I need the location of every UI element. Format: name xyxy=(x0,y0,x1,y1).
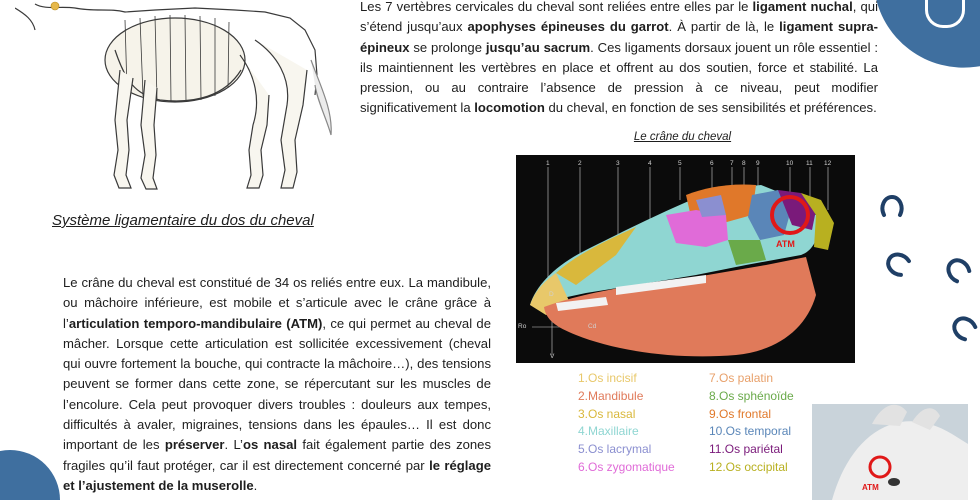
legend-item: 8.Os sphénoïde xyxy=(709,388,794,403)
skull-tick-label: 11 xyxy=(806,160,813,167)
horseshoe-icon xyxy=(944,256,972,284)
skull-tick-label: 8 xyxy=(742,160,746,167)
axis-label-caudal: Cd xyxy=(588,323,597,330)
skull-diagram xyxy=(516,155,855,363)
skull-tick-label: 4 xyxy=(648,160,652,167)
skull-legend-column-1 xyxy=(578,370,675,477)
axis-label-dorsal: D xyxy=(549,291,554,298)
legend-item: 1.Os incisif xyxy=(578,371,637,385)
horseshoe-icon xyxy=(884,250,912,278)
skull-tick-label: 5 xyxy=(678,160,682,167)
horseshoe-icon xyxy=(950,314,978,342)
legend-item: 2.Mandibule xyxy=(578,388,644,403)
skull-tick-label: 1 xyxy=(546,160,550,167)
skull-tick-label: 12 xyxy=(824,160,832,167)
legend-item: 5.Os lacrymal xyxy=(578,442,652,457)
skull-legend-column-2 xyxy=(709,370,794,477)
skull-figure-title: Le crâne du cheval xyxy=(633,131,732,143)
ligament-paragraph: Les 7 vertèbres cervicales du cheval sont reliées entre elles par le ligament nuchal, qui s’étend jusqu’aux apophyses épineuses du garrot. À partir de là, le ligament supra-épineux se prolonge jusqu’au sacrum. Ces ligaments dorsaux jouent un rôle essentiel : ils maintiennent les vertèbres en place et offrent au dos soutien, force et stabilité. La pression, ou au contraire l’absence de pression à ce niveau, peut modifier significativement la locomotion du cheval, en fonction de ses sensibilités et préférences. xyxy=(360,0,878,116)
skull-atm-label: ATM xyxy=(776,239,795,249)
legend-item: 12.Os occipital xyxy=(709,459,788,474)
horse-head-photo xyxy=(812,404,968,500)
horseshoe-icon xyxy=(878,193,906,221)
legend-item: 9.Os frontal xyxy=(709,406,772,421)
skull-tick-label: 10 xyxy=(786,160,794,167)
legend-item: 10.Os temporal xyxy=(709,424,792,439)
corner-decoration-bottom-left xyxy=(0,450,60,500)
legend-item: 11.Os pariétal xyxy=(709,442,783,457)
axis-label-ventral: V xyxy=(550,353,555,360)
skull-tick-label: 2 xyxy=(578,160,582,167)
legend-item: 6.Os zygomatique xyxy=(578,459,675,474)
skull-tick-label: 7 xyxy=(730,160,734,167)
skull-paragraph: Le crâne du cheval est constitué de 34 os reliés entre eux. La mandibule, ou mâchoire inférieure, est mobile et s’articule avec le crâne grâce à l’articulation temporo-mandibulaire (ATM), ce qui permet au cheval de mâcher. Lorsque cette articulation est sollicitée excessivement (cheval qui ouvre fortement la bouche, qui contracte la mâchoire…), des tensions peuvent se former dans cette zone, se répercutant sur les muscles de l’encolure. Cela peut provoquer divers troubles : douleurs aux tempes, difficultés à avaler, migraines, tensions dans les épaules… Il est donc important de les préserver. L’os nasal fait également partie des zones fragiles qu’il faut protéger, car il est directement concerné par le réglage et l’ajustement de la muserolle. xyxy=(63,275,492,493)
skeleton-caption: Système ligamentaire du dos du cheval xyxy=(52,212,314,229)
legend-item: 4.Maxillaire xyxy=(578,424,639,439)
axis-label-rostral: Ro xyxy=(518,323,527,330)
legend-item: 7.Os palatin xyxy=(709,371,774,385)
photo-atm-label: ATM xyxy=(862,483,879,492)
horse-skeleton-illustration xyxy=(15,0,335,195)
skull-tick-label: 9 xyxy=(756,160,760,167)
skull-tick-label: 6 xyxy=(710,160,714,167)
skull-tick-label: 3 xyxy=(616,160,620,167)
legend-item: 3.Os nasal xyxy=(578,406,636,421)
